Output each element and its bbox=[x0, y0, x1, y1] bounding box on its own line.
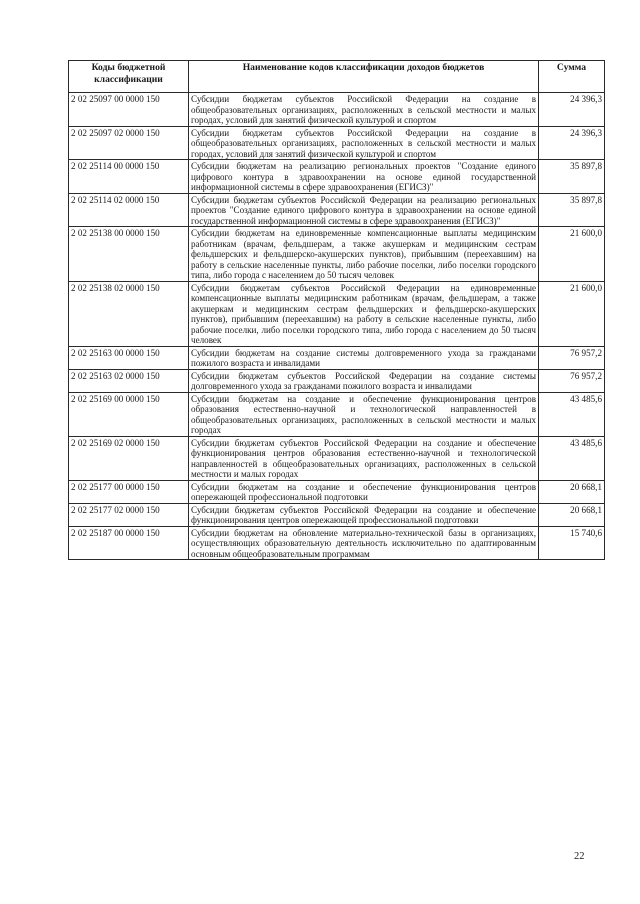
code-name-cell: Субсидии бюджетам субъектов Российской Федерации на создание в общеобразовательных организациях, расположенных в сельской местности и малых городах, условий для занятий физической культурой и спортом bbox=[189, 93, 539, 127]
budget-code-cell: 2 02 25169 02 0000 150 bbox=[69, 436, 189, 480]
sum-cell: 20 668,1 bbox=[539, 503, 605, 526]
sum-cell: 24 396,3 bbox=[539, 93, 605, 127]
sum-cell: 20 668,1 bbox=[539, 480, 605, 503]
budget-code-cell: 2 02 25177 00 0000 150 bbox=[69, 480, 189, 503]
budget-code-cell: 2 02 25163 02 0000 150 bbox=[69, 369, 189, 392]
budget-code-cell: 2 02 25114 02 0000 150 bbox=[69, 193, 189, 227]
code-name-cell: Субсидии бюджетам субъектов Российской Федерации на создание и обеспечение функционирования центров опережающей профессиональной подготовки bbox=[189, 503, 539, 526]
sum-cell: 24 396,3 bbox=[539, 126, 605, 160]
table-row bbox=[69, 503, 605, 526]
code-name-cell: Субсидии бюджетам субъектов Российской Федерации на реализацию региональных проектов "Создание единого цифрового контура в здравоохранении на основе единой государственной информационной системы в сфере здравоохранения (ЕГИСЗ)" bbox=[189, 193, 539, 227]
table-row bbox=[69, 436, 605, 480]
table-row bbox=[69, 227, 605, 282]
budget-code-cell: 2 02 25138 02 0000 150 bbox=[69, 281, 189, 346]
table-row bbox=[69, 346, 605, 369]
budget-code-cell: 2 02 25163 00 0000 150 bbox=[69, 346, 189, 369]
table-row bbox=[69, 126, 605, 160]
code-name-cell: Субсидии бюджетам субъектов Российской Федерации на создание системы долговременного ухода за гражданами пожилого возраста и инвалидами bbox=[189, 369, 539, 392]
sum-cell: 21 600,0 bbox=[539, 227, 605, 282]
code-name-cell: Субсидии бюджетам субъектов Российской Федерации на единовременные компенсационные выплаты медицинским работникам (врачам, фельдшерам, а также акушеркам и медицинским сестрам фельдшерских и фельдшерско-акушерских пунктов), прибывшим (переехавшим) на работу в сельские населенные пункты, либо рабочие поселки, либо поселки городского типа, либо города с населением до 50 тысяч человек bbox=[189, 281, 539, 346]
code-name-cell: Субсидии бюджетам на единовременные компенсационные выплаты медицинским работникам (врачам, фельдшерам, а также акушеркам и медицинским сестрам фельдшерских и фельдшерско-акушерских пунктов), прибывшим (переехавшим) на работу в сельские населенные пункты, либо рабочие поселки, либо поселки городского типа, либо города с населением до 50 тысяч человек bbox=[189, 227, 539, 282]
budget-code-cell: 2 02 25187 00 0000 150 bbox=[69, 526, 189, 560]
table-row bbox=[69, 526, 605, 560]
header-code-names: Наименование кодов классификации доходов бюджетов bbox=[189, 61, 539, 93]
code-name-cell: Субсидии бюджетам на создание системы долговременного ухода за гражданами пожилого возраста и инвалидами bbox=[189, 346, 539, 369]
table-row bbox=[69, 93, 605, 127]
table-row bbox=[69, 281, 605, 346]
table-row bbox=[69, 392, 605, 436]
code-name-cell: Субсидии бюджетам на реализацию региональных проектов "Создание единого цифрового контура в здравоохранении на основе единой государственной информационной системы в сфере здравоохранения (ЕГИСЗ)" bbox=[189, 160, 539, 194]
table-row bbox=[69, 160, 605, 194]
table-header-row bbox=[69, 61, 605, 93]
header-budget-codes: Коды бюджетной классификации bbox=[69, 61, 189, 93]
budget-code-cell: 2 02 25097 00 0000 150 bbox=[69, 93, 189, 127]
budget-code-cell: 2 02 25097 02 0000 150 bbox=[69, 126, 189, 160]
header-sum: Сумма bbox=[539, 61, 605, 93]
table-body bbox=[69, 93, 605, 560]
code-name-cell: Субсидии бюджетам субъектов Российской Федерации на создание в общеобразовательных организациях, расположенных в сельской местности и малых городах, условий для занятий физической культурой и спортом bbox=[189, 126, 539, 160]
page-number: 22 bbox=[574, 851, 585, 862]
sum-cell: 35 897,8 bbox=[539, 160, 605, 194]
budget-code-cell: 2 02 25138 00 0000 150 bbox=[69, 227, 189, 282]
budget-code-cell: 2 02 25114 00 0000 150 bbox=[69, 160, 189, 194]
table-row bbox=[69, 369, 605, 392]
sum-cell: 43 485,6 bbox=[539, 436, 605, 480]
sum-cell: 21 600,0 bbox=[539, 281, 605, 346]
sum-cell: 76 957,2 bbox=[539, 346, 605, 369]
code-name-cell: Субсидии бюджетам на создание и обеспечение функционирования центров опережающей профессиональной подготовки bbox=[189, 480, 539, 503]
sum-cell: 15 740,6 bbox=[539, 526, 605, 560]
table-row bbox=[69, 193, 605, 227]
sum-cell: 43 485,6 bbox=[539, 392, 605, 436]
sum-cell: 35 897,8 bbox=[539, 193, 605, 227]
sum-cell: 76 957,2 bbox=[539, 369, 605, 392]
code-name-cell: Субсидии бюджетам субъектов Российской Федерации на создание и обеспечение функционирования центров образования естественно-научной и технологической направленностей в общеобразовательных организациях, расположенных в сельской местности и малых городах bbox=[189, 436, 539, 480]
code-name-cell: Субсидии бюджетам на создание и обеспечение функционирования центров образования естественно-научной и технологической направленностей в общеобразовательных организациях, расположенных в сельской местности и малых городах bbox=[189, 392, 539, 436]
budget-code-cell: 2 02 25177 02 0000 150 bbox=[69, 503, 189, 526]
code-name-cell: Субсидии бюджетам на обновление материально-технической базы в организациях, осуществляющих образовательную деятельность исключительно по адаптированным основным общеобразовательным программам bbox=[189, 526, 539, 560]
budget-code-cell: 2 02 25169 00 0000 150 bbox=[69, 392, 189, 436]
table-row bbox=[69, 480, 605, 503]
budget-revenue-table bbox=[68, 60, 605, 560]
